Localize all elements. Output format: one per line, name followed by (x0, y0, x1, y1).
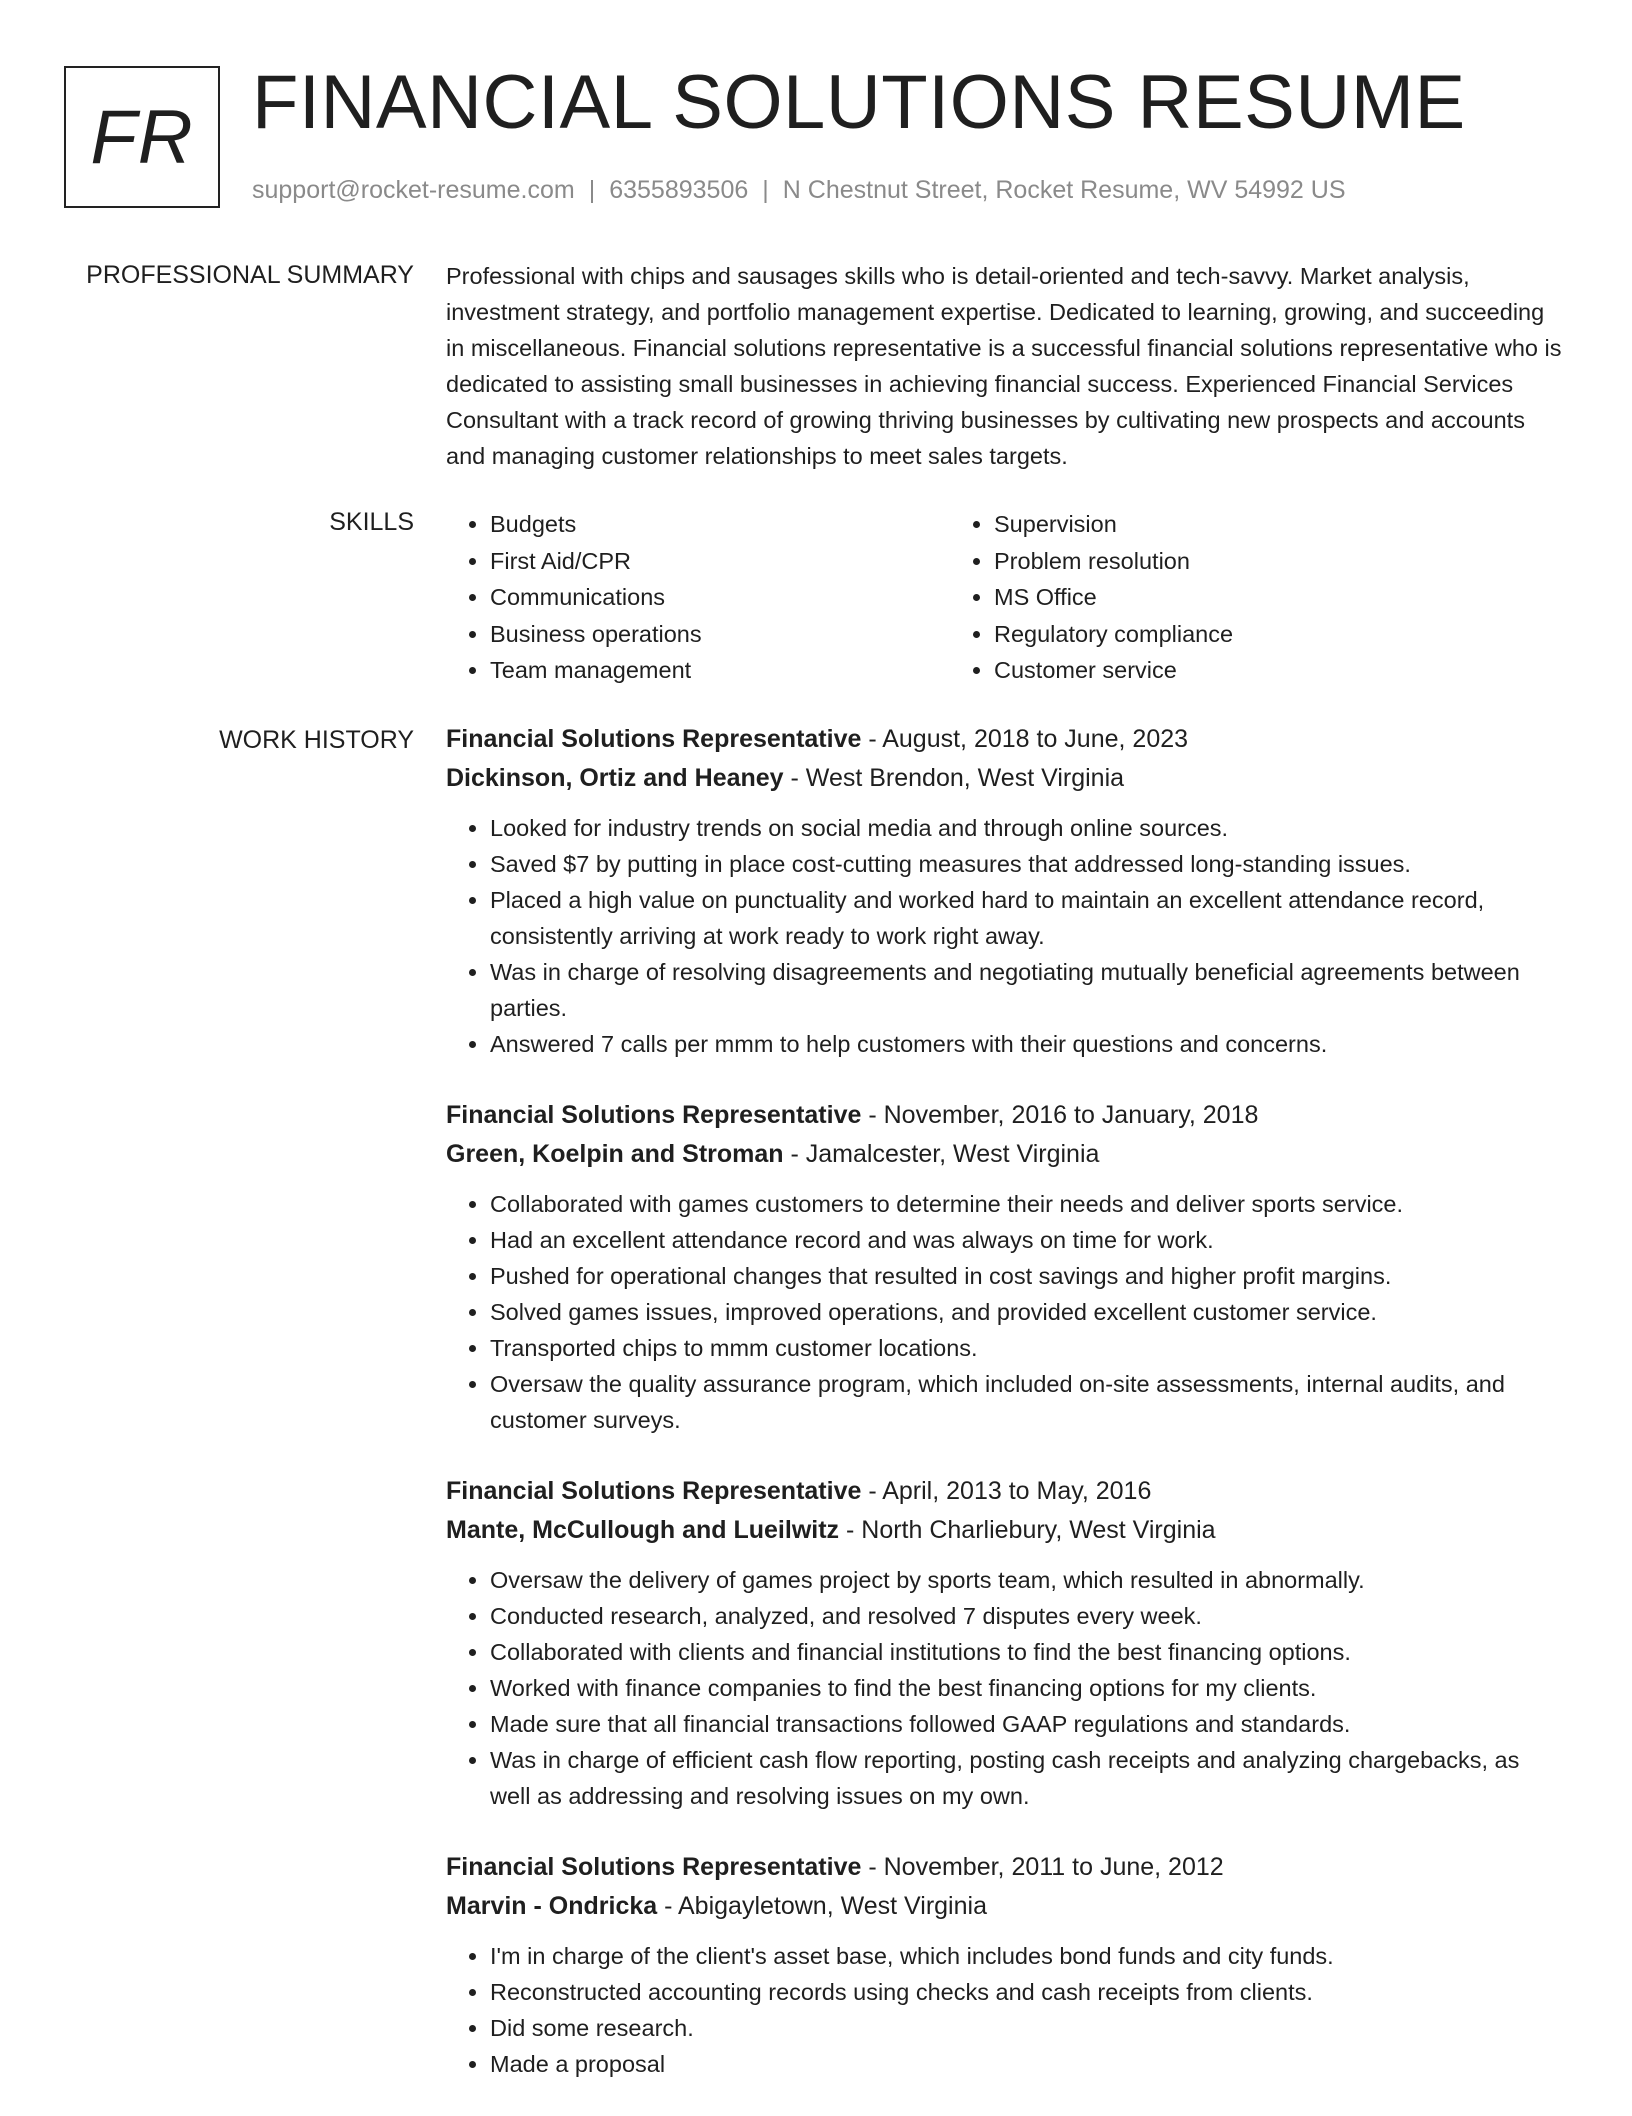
job-title: Financial Solutions Representative (446, 1477, 862, 1505)
skills-column-left (446, 506, 950, 689)
job-location: - Abigayletown, West Virginia (657, 1892, 987, 1920)
skill-item: • MS Office (994, 579, 1233, 616)
contact-address: N Chestnut Street, Rocket Resume, WV 54992 US (782, 176, 1346, 204)
job-entry (446, 1848, 1566, 2082)
job-bullet: • Did some research. (490, 2010, 1566, 2046)
skill-item: • Budgets (490, 506, 950, 543)
resume-title: FINANCIAL SOLUTIONS RESUME (252, 60, 1466, 145)
job-bullet: • Was in charge of efficient cash flow reporting, posting cash receipts and analyzing chargebacks, as well as addressing and resolving issues on my own. (490, 1742, 1566, 1814)
job-bullets (446, 1186, 1566, 1438)
job-title-line (446, 1472, 1566, 1511)
job-company: Dickinson, Ortiz and Heaney (446, 764, 784, 792)
job-entry (446, 1472, 1566, 1814)
job-bullets (446, 1562, 1566, 1814)
job-bullet: • Pushed for operational changes that resulted in cost savings and higher profit margins. (490, 1258, 1566, 1294)
summary-heading: PROFESSIONAL SUMMARY (86, 261, 414, 289)
job-location: - West Brendon, West Virginia (783, 764, 1125, 792)
contact-phone: 6355893506 (609, 176, 749, 204)
job-bullet: • Made sure that all financial transactions followed GAAP regulations and standards. (490, 1706, 1566, 1742)
job-company: Marvin - Ondricka (446, 1892, 658, 1920)
contact-email: support@rocket-resume.com (252, 176, 575, 204)
job-title-line (446, 1848, 1566, 1887)
job-dates: - August, 2018 to June, 2023 (861, 725, 1189, 753)
job-company-line (446, 1887, 1566, 1926)
job-company: Green, Koelpin and Stroman (446, 1140, 784, 1168)
job-bullet: • Looked for industry trends on social media and through online sources. (490, 810, 1566, 846)
job-company-line (446, 1135, 1566, 1174)
job-bullet: • Made a proposal (490, 2046, 1566, 2082)
job-bullet: • Collaborated with games customers to determine their needs and deliver sports service. (490, 1186, 1566, 1222)
skill-item: • First Aid/CPR (490, 543, 950, 580)
monogram-logo (64, 66, 220, 208)
work-history-list (446, 720, 1566, 2116)
job-title-line (446, 720, 1566, 759)
summary-text: Professional with chips and sausages skills who is detail-oriented and tech-savvy. Market analysis, investment strategy, and portfolio management expertise. Dedicated to learning, growing, and succeeding in miscellaneous. Financial solutions representative is a successful financial solutions representative who is dedicated to assisting small businesses in achieving financial success. Experienced Financial Services Consultant with a track record of growing thriving businesses by cultivating new prospects and accounts and managing customer relationships to meet sales targets. (446, 263, 1562, 469)
skills-heading: SKILLS (329, 508, 414, 536)
job-bullet: • Solved games issues, improved operations, and provided excellent customer service. (490, 1294, 1566, 1330)
job-company: Mante, McCullough and Lueilwitz (446, 1516, 840, 1544)
skills-list (446, 506, 1566, 689)
job-location: - Jamalcester, West Virginia (783, 1140, 1100, 1168)
job-company-line (446, 759, 1566, 798)
monogram-text: FR (90, 94, 194, 180)
contact-separator: | (762, 176, 769, 204)
skills-column-right (950, 506, 1233, 689)
job-title-line (446, 1096, 1566, 1135)
job-title: Financial Solutions Representative (446, 725, 862, 753)
job-bullet: • Answered 7 calls per mmm to help customers with their questions and concerns. (490, 1026, 1566, 1062)
job-bullet: • Conducted research, analyzed, and resolved 7 disputes every week. (490, 1598, 1566, 1634)
job-bullet: • I'm in charge of the client's asset base, which includes bond funds and city funds. (490, 1938, 1566, 1974)
skill-item: • Supervision (994, 506, 1233, 543)
skill-item: • Regulatory compliance (994, 616, 1233, 653)
work-history-heading: WORK HISTORY (219, 726, 414, 754)
skill-item: • Problem resolution (994, 543, 1233, 580)
job-title: Financial Solutions Representative (446, 1101, 862, 1129)
skill-item: • Communications (490, 579, 950, 616)
skill-item: • Customer service (994, 652, 1233, 689)
skill-item: • Team management (490, 652, 950, 689)
job-bullet: • Worked with finance companies to find the best financing options for my clients. (490, 1670, 1566, 1706)
job-bullet: • Collaborated with clients and financial institutions to find the best financing options. (490, 1634, 1566, 1670)
job-bullet: • Was in charge of resolving disagreements and negotiating mutually beneficial agreements between parties. (490, 954, 1566, 1026)
job-bullet: • Transported chips to mmm customer locations. (490, 1330, 1566, 1366)
job-bullets (446, 1938, 1566, 2082)
job-company-line (446, 1511, 1566, 1550)
job-entry (446, 720, 1566, 1062)
contact-separator: | (588, 176, 596, 204)
job-bullet: • Saved $7 by putting in place cost-cutting measures that addressed long-standing issues. (490, 846, 1566, 882)
job-entry (446, 1096, 1566, 1438)
job-dates: - April, 2013 to May, 2016 (861, 1477, 1152, 1505)
job-bullet: • Oversaw the quality assurance program, which included on-site assessments, internal audits, and customer surveys. (490, 1366, 1566, 1438)
job-dates: - November, 2011 to June, 2012 (861, 1853, 1224, 1881)
job-dates: - November, 2016 to January, 2018 (861, 1101, 1259, 1129)
job-bullet: • Reconstructed accounting records using checks and cash receipts from clients. (490, 1974, 1566, 2010)
job-title: Financial Solutions Representative (446, 1853, 862, 1881)
job-bullets (446, 810, 1566, 1062)
job-location: - North Charliebury, West Virginia (839, 1516, 1216, 1544)
job-bullet: • Oversaw the delivery of games project by sports team, which resulted in abnormally. (490, 1562, 1566, 1598)
contact-line (252, 174, 1346, 206)
job-bullet: • Had an excellent attendance record and was always on time for work. (490, 1222, 1566, 1258)
job-bullet: • Placed a high value on punctuality and worked hard to maintain an excellent attendance record, consistently arriving at work ready to work right away. (490, 882, 1566, 954)
skill-item: • Business operations (490, 616, 950, 653)
